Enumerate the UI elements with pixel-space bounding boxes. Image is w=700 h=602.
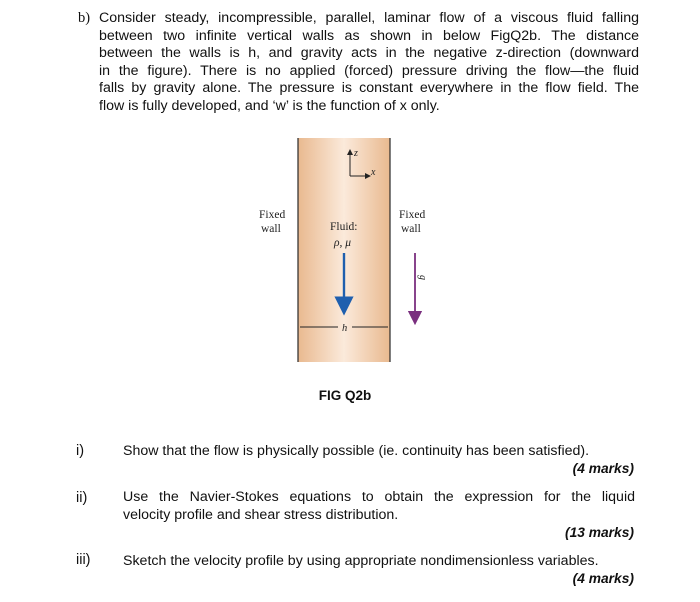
flow-figure (240, 130, 450, 365)
left-wall-label-2: wall (261, 223, 281, 235)
x-axis-label: x (371, 167, 376, 178)
question-2-marks: (13 marks) (564, 525, 634, 540)
question-1-text: Show that the flow is physically possible (ie. continuity has been satisfied). (123, 443, 590, 459)
intro-paragraph (99, 10, 639, 116)
fluid-props: ρ, μ (334, 237, 352, 249)
intro-line-5: falls by gravity alone. The pressure is constant everywhere in the flow field. The (99, 80, 639, 97)
question-2-line-2: velocity profile and shear stress distribution. (123, 507, 399, 523)
question-1-number: i) (76, 443, 85, 459)
fluid-label: Fluid: (330, 221, 358, 233)
right-wall-label-1: Fixed (399, 209, 426, 221)
figure-caption: FIG Q2b (318, 388, 372, 403)
question-1-marks: (4 marks) (572, 461, 634, 476)
intro-line-3: between the walls is h, and gravity acts in the negative z-direction (downward (99, 45, 639, 62)
intro-line-2: between two infinite vertical walls as shown in below FigQ2b. The distance (99, 27, 639, 44)
question-2-line-1: Use the Navier-Stokes equations to obtain the expression for the liquid (123, 489, 635, 505)
question-2-number: ii) (76, 490, 88, 506)
question-3-text: Sketch the velocity profile by using appropriate nondimensionless variables. (123, 553, 599, 569)
z-axis-label: z (354, 148, 358, 159)
gap-label: h (342, 323, 348, 334)
intro-line-4: in the figure). There is no applied (forced) pressure driving the flow—the fluid (99, 62, 639, 79)
part-label: b) (78, 10, 91, 26)
question-3-number: iii) (76, 552, 91, 568)
left-wall-label-1: Fixed (259, 209, 286, 221)
gravity-label: g (417, 275, 428, 280)
right-wall-label-2: wall (401, 223, 421, 235)
intro-line-1: Consider steady, incompressible, parallel, laminar flow of a viscous fluid falling (99, 10, 639, 26)
intro-line-6: flow is fully developed, and ‘w’ is the function of x only. (99, 97, 440, 114)
question-3-marks: (4 marks) (572, 571, 634, 586)
